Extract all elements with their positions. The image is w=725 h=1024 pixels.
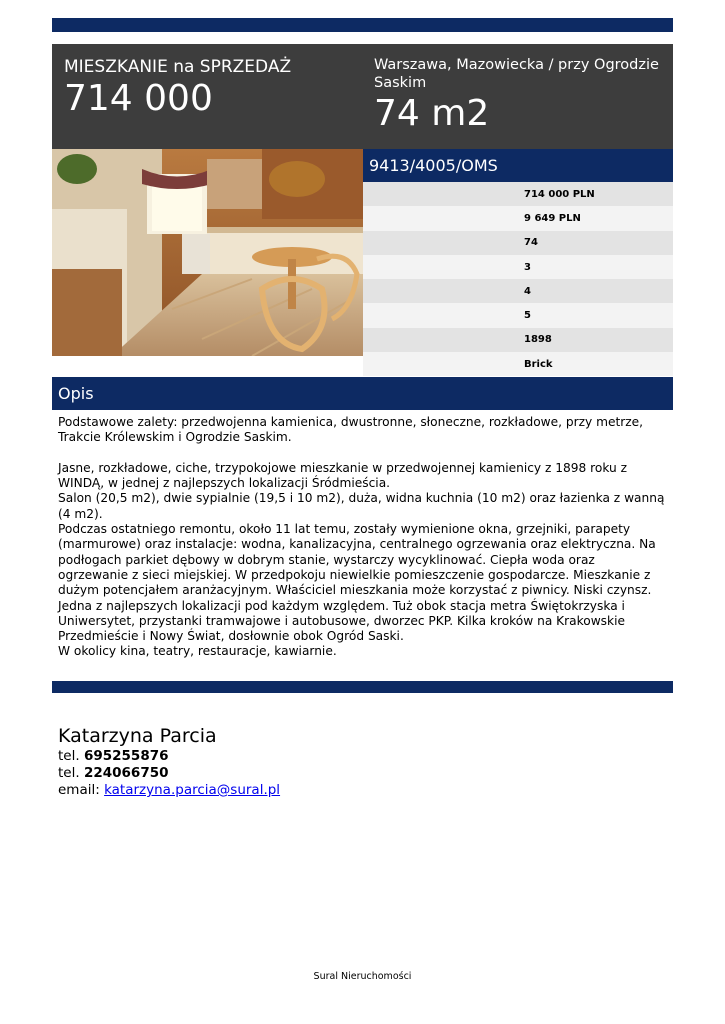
phone-line (58, 765, 658, 782)
param-value: 74 (524, 237, 538, 249)
footer-company: Sural Nieruchomości (313, 971, 412, 982)
description-paragraph: Salon (20,5 m2), dwie sypialnie (19,5 i 10 m2), duża, widna kuchnia (10 m2) oraz łazienka z wanną (4 m2). (58, 491, 665, 521)
param-value: 4 (524, 285, 531, 297)
phone-line (58, 748, 658, 765)
phone-label: tel. (58, 765, 80, 781)
phone-label: tel. (58, 748, 80, 764)
listing-price: 714 000 (64, 78, 213, 119)
param-row (363, 303, 673, 327)
agent-name: Katarzyna Parcia (58, 725, 217, 747)
param-value: 1898 (524, 334, 552, 346)
param-value: 5 (524, 310, 531, 322)
property-photo (52, 149, 363, 356)
phone-number-2[interactable]: 224066750 (83, 765, 169, 781)
listing-area: 74 m2 (374, 93, 490, 134)
agent-contact (58, 724, 658, 799)
header-right (374, 56, 664, 134)
description-paragraph: Jasne, rozkładowe, ciche, trzypokojowe mieszkanie w przedwojennej kamienicy z 1898 roku z WINDĄ, w jednej z najlepszych lokalizacji Śródmieścia. (58, 460, 628, 491)
param-row (363, 255, 673, 279)
reference-number: 9413/4005/OMS (363, 149, 673, 182)
description-heading: Opis (52, 377, 673, 410)
param-row (363, 206, 673, 230)
params-table (363, 182, 673, 376)
email-line (58, 782, 658, 799)
param-value: 714 000 PLN (524, 188, 595, 200)
email-label: email: (58, 782, 100, 798)
email-link[interactable]: katarzyna.parcia@sural.pl (104, 782, 281, 798)
description-body (58, 415, 668, 660)
listing-header (52, 44, 673, 149)
param-row (363, 279, 673, 303)
top-bar (52, 18, 673, 32)
description-paragraph: Podczas ostatniego remontu, około 11 lat temu, zostały wymienione okna, grzejniki, parapety (marmurowe) oraz instalacje: wodna, kanalizacyjna, centralnego ogrzewania oraz elektryczna. Na podłogach parkiet dębowy w dobrym stanie, wystarczy wycyklinować. Ciepła woda oraz ogrzewanie z sieci miejskiej. W przedpokoju niewielkie pomieszczenie gospodarcze. Mieszkanie z dużym potencjałem aranżacyjnym. Właściciel mieszkania może korzystać z piwnicy. Niski czynsz. Jedna z najlepszych lokalizacji pod każdym względem. Tuż obok stacja metra Świętokrzyska i Uniwersytet, przystanki tramwajowe i autobusowe, dworzec PKP. Kilka kroków na Krakowskie Przedmieście i Nowy Świat, dosłownie obok Ogród Saski. (58, 522, 656, 644)
phone-number-1[interactable]: 695255876 (83, 748, 169, 764)
param-row (363, 328, 673, 352)
param-value: 3 (524, 261, 531, 273)
bottom-bar (52, 681, 673, 693)
param-value: 9 649 PLN (524, 212, 581, 224)
kitchen-photo-image (52, 149, 363, 356)
listing-location: Warszawa, Mazowiecka / przy Ogrodzie Saskim (374, 57, 659, 91)
description-paragraph: Podstawowe zalety: przedwojenna kamienica, dwustronne, słoneczne, rozkładowe, przy metrze, Trakcie Królewskim i Ogrodzie Saskim. (58, 415, 644, 445)
listing-type: MIESZKANIE na SPRZEDAŻ (64, 57, 292, 77)
param-row (363, 182, 673, 206)
param-row (363, 352, 673, 376)
description-paragraph: W okolicy kina, teatry, restauracje, kawiarnie. (58, 644, 337, 659)
param-row (363, 231, 673, 255)
header-left (64, 57, 354, 119)
description-spacer (58, 446, 668, 461)
param-value: Brick (524, 358, 553, 370)
